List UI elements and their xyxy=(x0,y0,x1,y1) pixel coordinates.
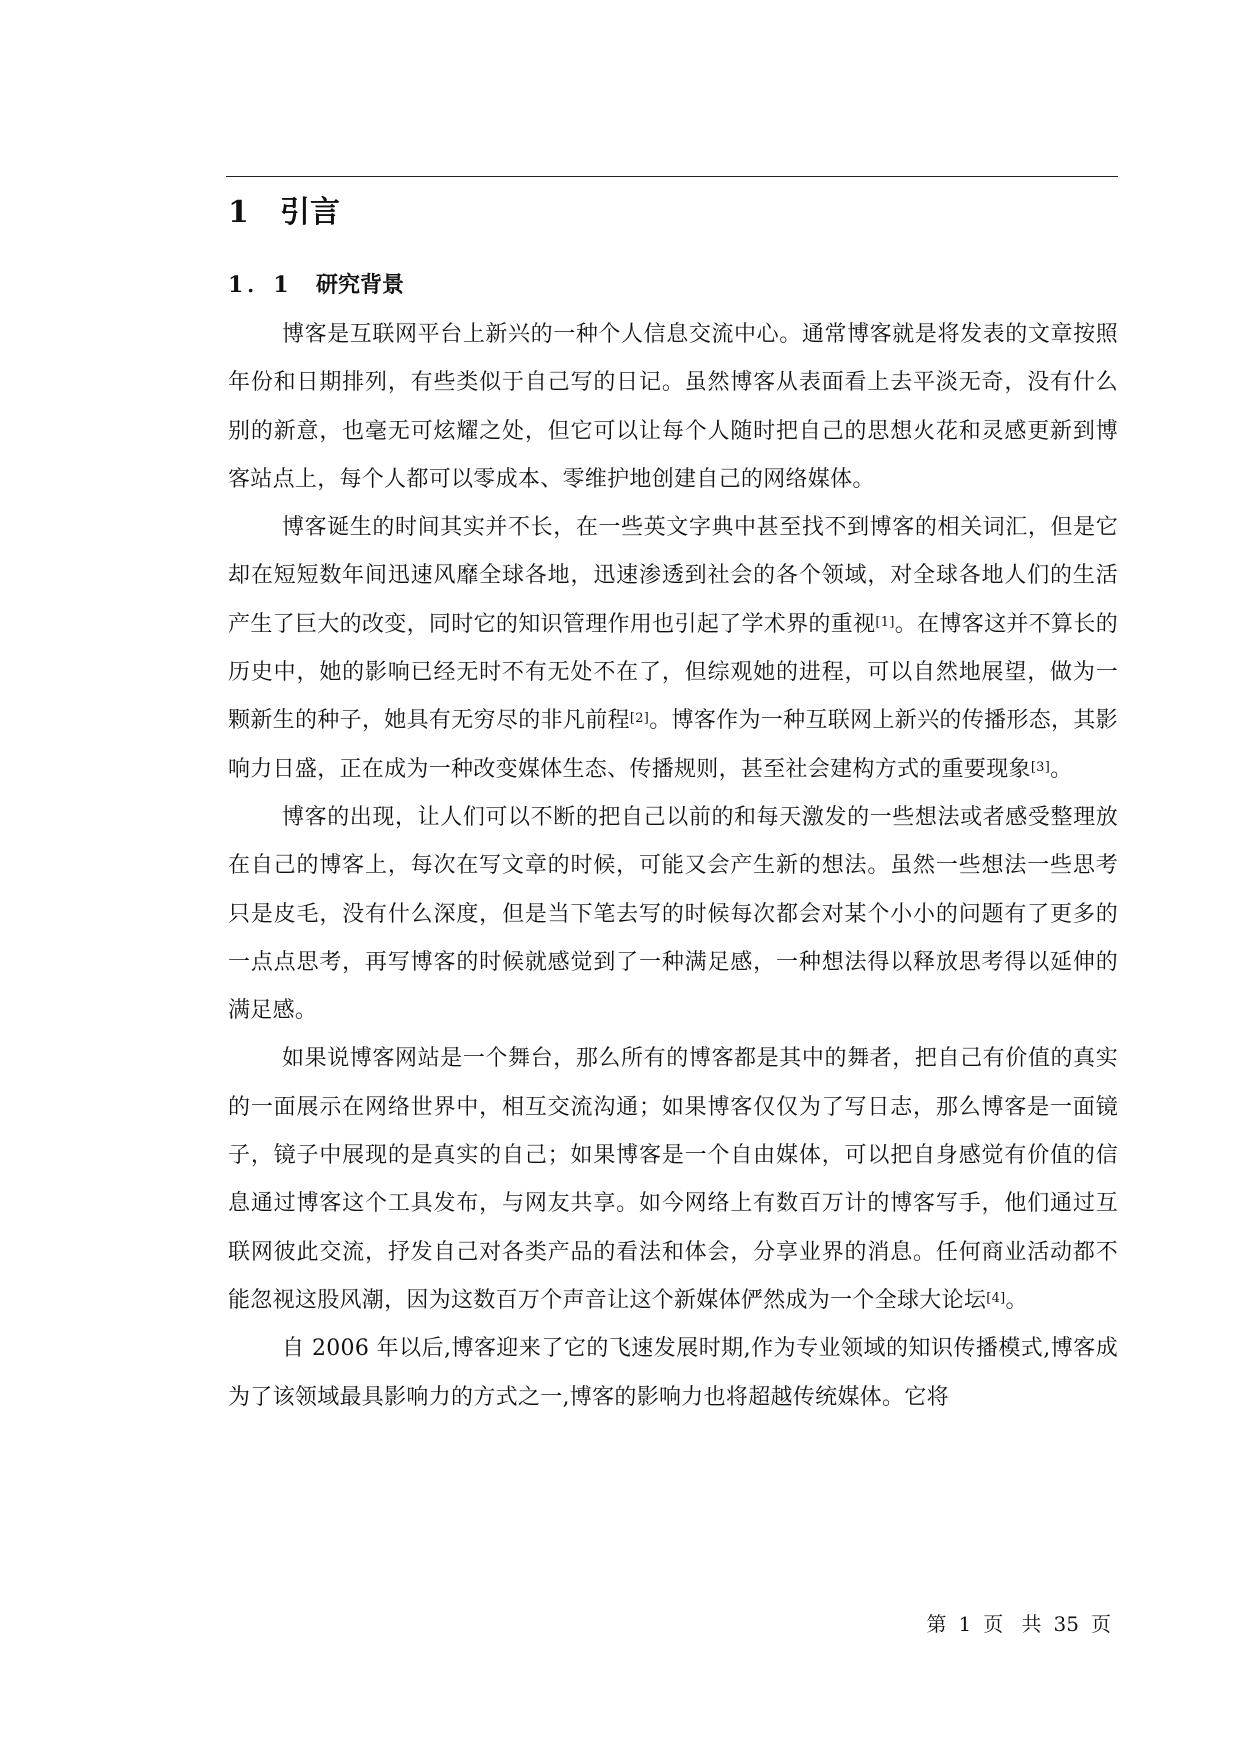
total-pages: 35 xyxy=(1053,1612,1079,1636)
paragraph-text: 如果说博客网站是一个舞台，那么所有的博客都是其中的舞者，把自己有价值的真实的一面展示在网络世界中，相互交流沟通；如果博客仅仅为了写日志，那么博客是一面镜子，镜子中展现的是真实的自己；如果博客是一个自由媒体，可以把自身感觉有价值的信息通过博客这个工具发布，与网友共享。如今网络上有数百万计的博客写手，他们通过互联网彼此交流，抒发自己对各类产品的看法和体会，分享业界的消息。任何商业活动都不能忽视这股风潮，因为这数百万个声音让这个新媒体俨然成为一个全球大论坛 xyxy=(228,1046,1118,1313)
chapter-heading xyxy=(228,190,340,236)
paragraph-text: 博客的出现，让人们可以不断的把自己以前的和每天激发的一些想法或者感受整理放在自己的博客上，每次在写文章的时候，可能又会产生新的想法。虽然一些想法一些思考只是皮毛，没有什么深度，但是当下笔去写的时候每次都会对某个小小的问题有了更多的一点点思考，再写博客的时候就感觉到了一种满足感，一种想法得以释放思考得以延伸的满足感。 xyxy=(228,804,1118,1024)
citation-ref: [2] xyxy=(629,711,650,727)
paragraph xyxy=(228,1035,1118,1325)
page-footer xyxy=(920,1610,1117,1638)
paragraph-text: 。 xyxy=(1005,1287,1028,1313)
body-text xyxy=(228,311,1118,1422)
chapter-number: 1 xyxy=(228,195,249,230)
page-prefix: 第 xyxy=(926,1612,947,1636)
citation-ref: [4] xyxy=(986,1290,1006,1306)
citation-ref: [3] xyxy=(1030,759,1051,775)
paragraph-text: 自 2006 年以后,博客迎来了它的飞速发展时期,作为专业领域的知识传播模式,博客成为了该领域最具影响力的方式之一,博客的影响力也将超越传统媒体。它将 xyxy=(228,1336,1118,1410)
page-suffix: 页 xyxy=(983,1612,1004,1636)
page-number: 1 xyxy=(958,1612,972,1636)
paragraph xyxy=(228,504,1118,794)
paragraph-text: 。博客作为一种互联网上新兴的传播形态，其影响力日盛，正在成为一种改变媒体生态、传播规则，甚至社会建构方式的重要现象 xyxy=(228,708,1118,782)
paragraph xyxy=(228,1325,1118,1422)
citation-ref: [1] xyxy=(875,614,895,630)
header-rule xyxy=(226,176,1118,177)
section-heading xyxy=(228,267,404,303)
chapter-title: 引言 xyxy=(280,195,340,230)
total-prefix: 共 xyxy=(1021,1612,1042,1636)
paragraph-text: 博客是互联网平台上新兴的一种个人信息交流中心。通常博客就是将发表的文章按照年份和日期排列，有些类似于自己写的日记。虽然博客从表面看上去平淡无奇，没有什么别的新意，也毫无可炫耀之处，但它可以让每个人随时把自己的思想火花和灵感更新到博客站点上，每个人都可以零成本、零维护地创建自己的网络媒体。 xyxy=(228,322,1118,492)
section-title: 研究背景 xyxy=(316,272,405,298)
paragraph xyxy=(228,311,1118,504)
paragraph-text: 。 xyxy=(1050,756,1073,782)
total-suffix: 页 xyxy=(1091,1612,1111,1636)
paragraph-text: 。在博客这并不算长的历史中，她的影响已经无时不有无处不在了，但综观她的进程，可以自然地展望，做为一颗新生的种子，她具有无穷尽的非凡前程 xyxy=(228,611,1118,734)
paragraph-text: 博客诞生的时间其实并不长，在一些英文字典中甚至找不到博客的相关词汇，但是它却在短短数年间迅速风靡全球各地，迅速渗透到社会的各个领域，对全球各地人们的生活产生了巨大的改变，同时它的知识管理作用也引起了学术界的重视 xyxy=(228,515,1118,637)
paragraph xyxy=(228,794,1118,1035)
section-number: 1．1 xyxy=(228,272,293,298)
